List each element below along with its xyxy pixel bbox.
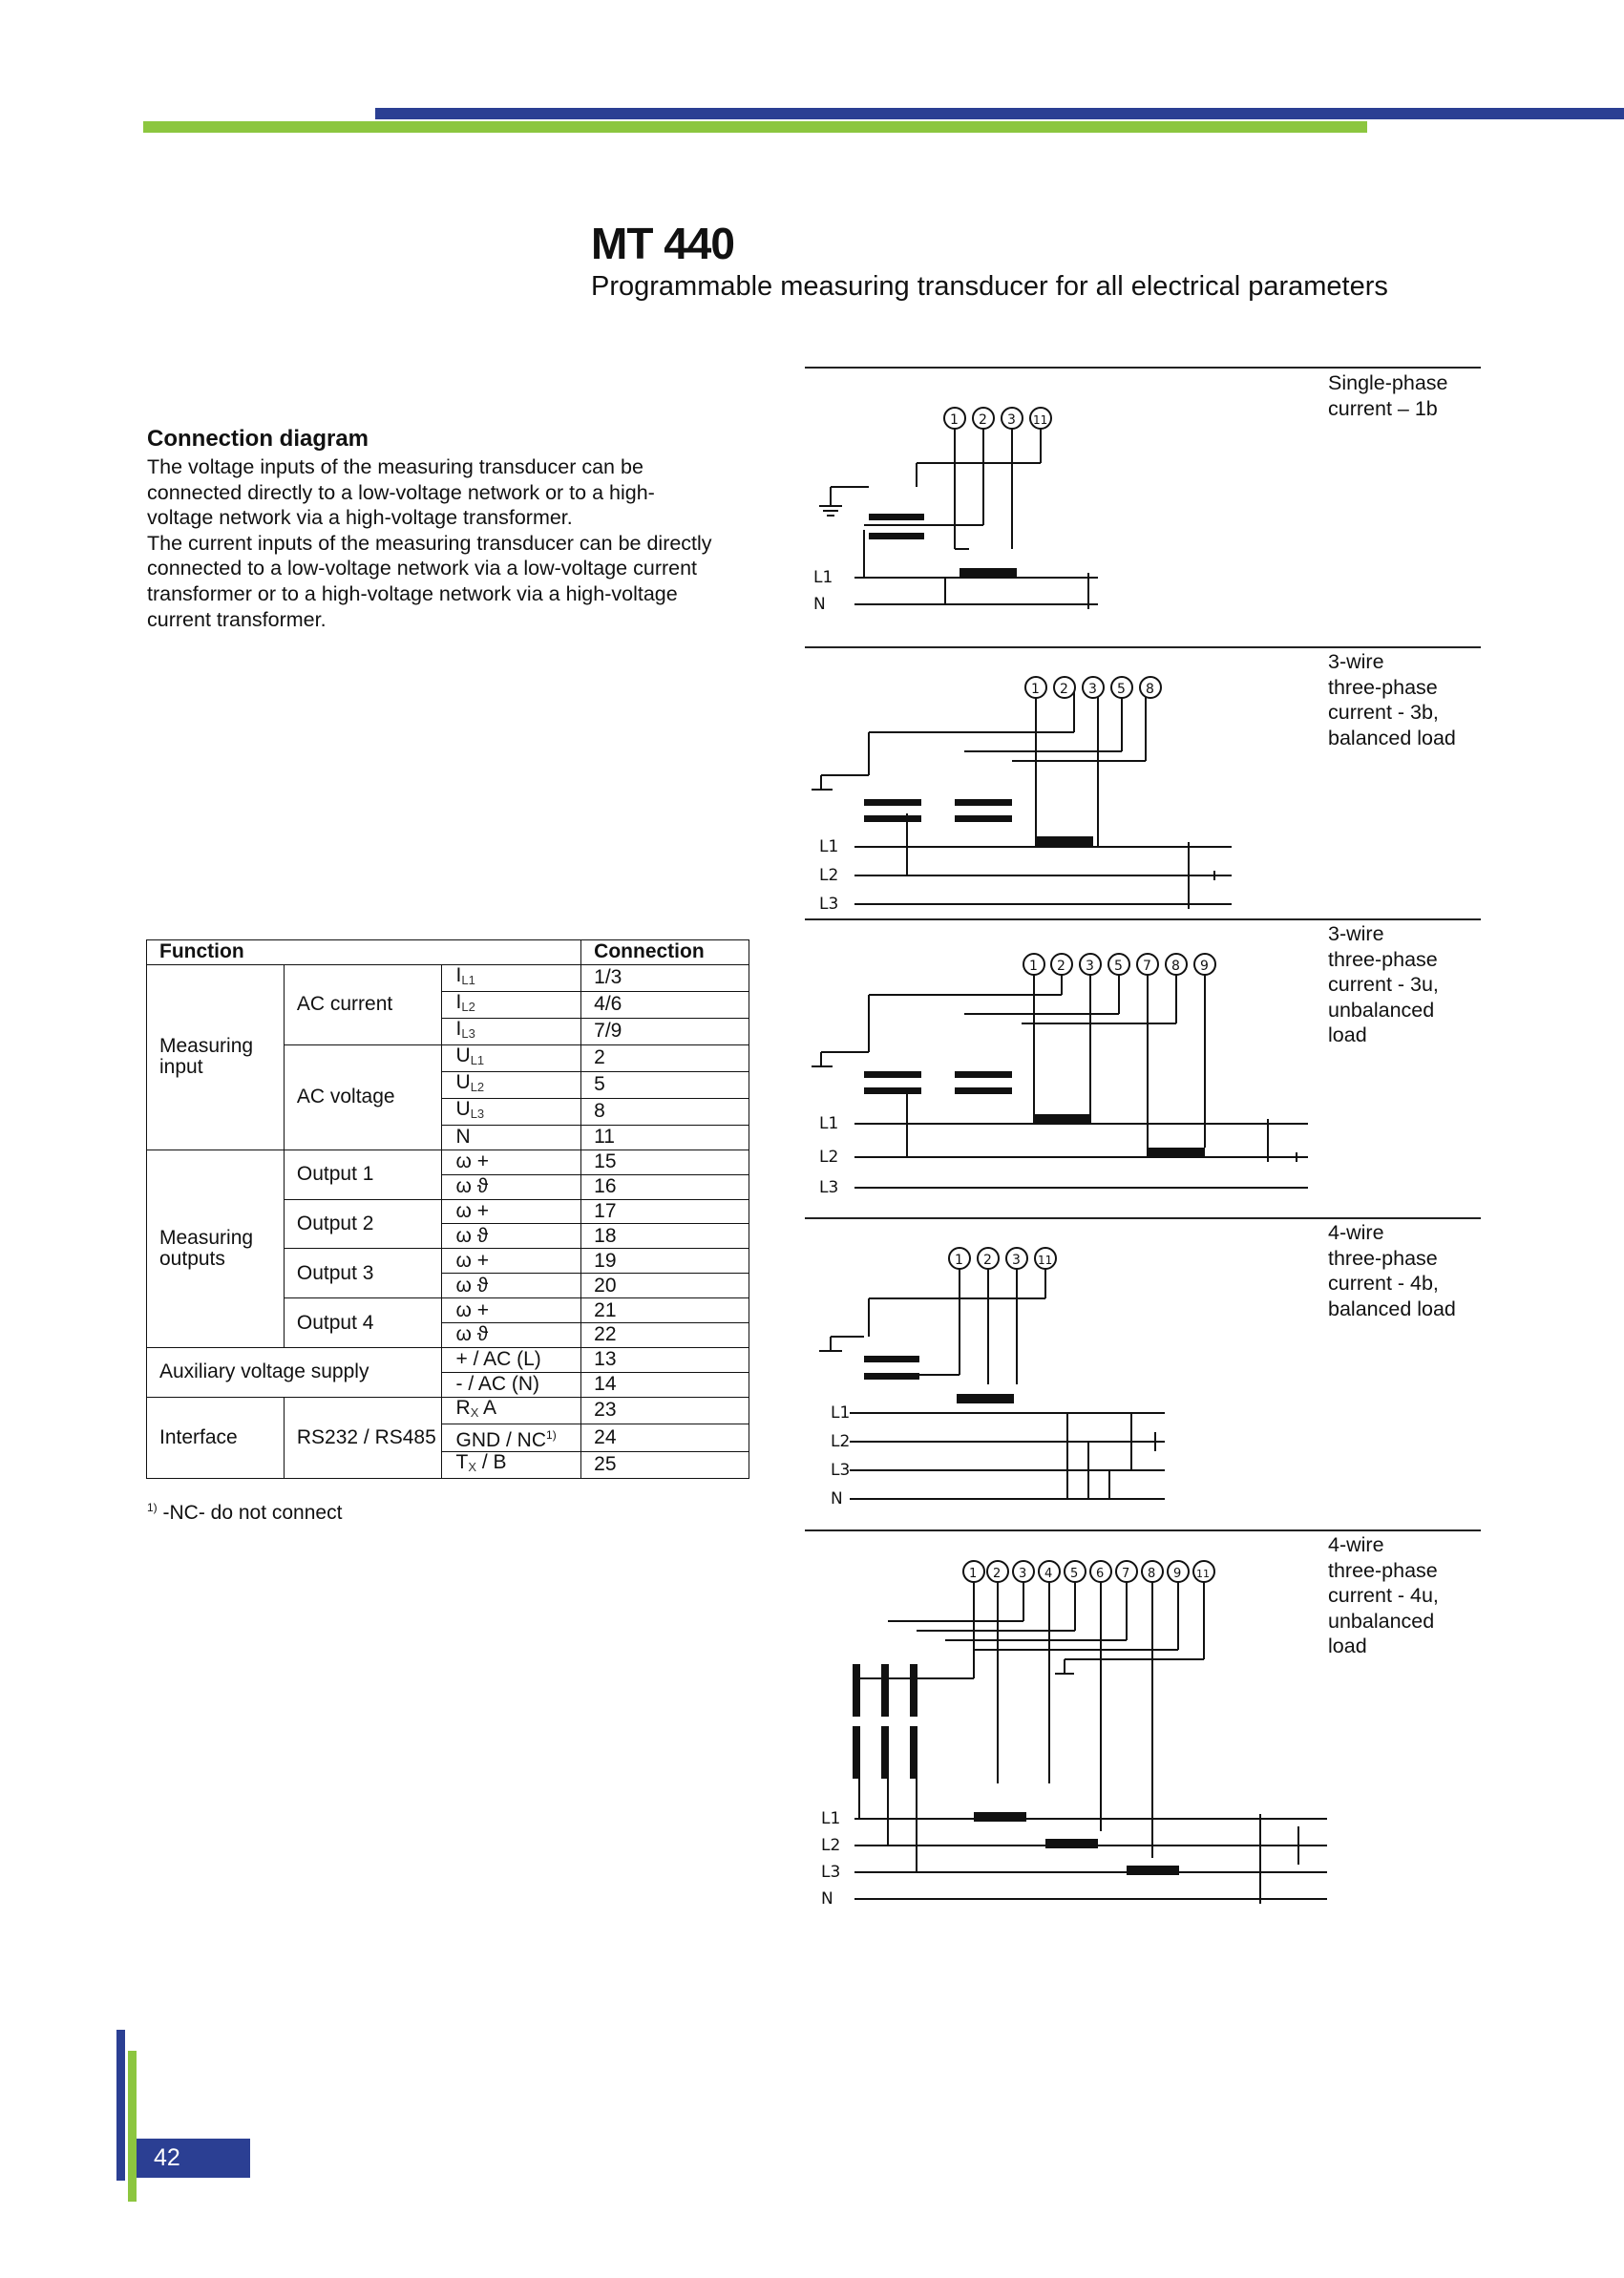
group-cell: Interface — [147, 1397, 285, 1478]
subgroup-cell: Output 3 — [284, 1249, 441, 1298]
connection-cell: 11 — [581, 1125, 749, 1150]
diagram-1b — [812, 382, 1127, 621]
subgroup-cell: Output 4 — [284, 1298, 441, 1348]
svg-text:1: 1 — [969, 1567, 978, 1581]
svg-text:2: 2 — [979, 412, 987, 428]
svg-text:1: 1 — [1029, 959, 1038, 974]
svg-text:8: 8 — [1148, 1567, 1156, 1581]
table-header-row — [147, 940, 749, 965]
svg-text:L3: L3 — [819, 1178, 839, 1197]
svg-text:N: N — [821, 1889, 833, 1909]
svg-text:2: 2 — [993, 1567, 1002, 1581]
table-footnote: $^{1)}$ -NC- do not connect — [147, 1501, 343, 1524]
table-row — [147, 1150, 749, 1174]
diagram-separator — [805, 367, 1481, 369]
column-header: Function — [147, 940, 581, 965]
page-number: 42 — [137, 2139, 250, 2178]
diagram-separator — [805, 646, 1481, 648]
connection-cell: 2 — [581, 1044, 749, 1071]
connection-cell: 14 — [581, 1372, 749, 1397]
svg-text:1: 1 — [1031, 682, 1040, 697]
svg-text:3: 3 — [1007, 412, 1016, 428]
connection-cell: 23 — [581, 1397, 749, 1424]
signal-cell: N — [441, 1125, 581, 1150]
svg-text:L3: L3 — [819, 895, 839, 914]
svg-text:L3: L3 — [821, 1863, 841, 1882]
svg-text:3: 3 — [1088, 682, 1097, 697]
connection-cell: 17 — [581, 1199, 749, 1224]
signal-cell: ω + — [441, 1199, 581, 1224]
svg-text:N: N — [831, 1489, 843, 1508]
signal-cell: ω + — [441, 1298, 581, 1323]
svg-text:5: 5 — [1117, 682, 1126, 697]
diagram-separator — [805, 1217, 1481, 1219]
svg-text:1: 1 — [955, 1253, 963, 1268]
connection-cell: 13 — [581, 1347, 749, 1372]
svg-text:5: 5 — [1070, 1567, 1079, 1581]
signal-cell: $I_{L3}$ — [441, 1018, 581, 1044]
diagram-label: 3-wire three-phase current - 3u, unbalanced load — [1328, 922, 1439, 1046]
footer-blue-bar — [116, 2030, 125, 2181]
table-row — [147, 964, 749, 991]
diagram-separator — [805, 1529, 1481, 1531]
svg-text:11: 11 — [1033, 413, 1048, 427]
diagram-3b — [812, 661, 1241, 918]
connection-cell: 18 — [581, 1224, 749, 1249]
svg-text:7: 7 — [1143, 959, 1151, 974]
subgroup-cell: AC current — [284, 964, 441, 1044]
group-cell: Measuring outputs — [147, 1150, 285, 1347]
svg-text:2: 2 — [1057, 959, 1065, 974]
svg-text:2: 2 — [1060, 682, 1068, 697]
header-green-bar — [143, 121, 1367, 133]
connection-cell: 16 — [581, 1174, 749, 1199]
svg-text:L1: L1 — [831, 1403, 851, 1423]
group-cell: Auxiliary voltage supply — [147, 1347, 442, 1397]
product-title: MT 440 — [591, 219, 734, 268]
signal-cell: + / AC (L) — [441, 1347, 581, 1372]
diagram-separator — [805, 918, 1481, 920]
section-body — [147, 454, 720, 632]
svg-text:L1: L1 — [819, 1114, 839, 1133]
group-cell: Measuring input — [147, 964, 285, 1150]
subgroup-cell: RS232 / RS485 — [284, 1397, 441, 1478]
diagram-label: 4-wire three-phase current - 4b, balanced load — [1328, 1221, 1456, 1320]
diagram-3u — [812, 938, 1308, 1214]
connection-cell: 19 — [581, 1249, 749, 1274]
signal-cell: ω + — [441, 1150, 581, 1174]
signal-cell: GND / NC$^{1)}$ — [441, 1424, 581, 1451]
svg-text:2: 2 — [983, 1253, 992, 1268]
signal-cell: - / AC (N) — [441, 1372, 581, 1397]
subgroup-cell: AC voltage — [284, 1044, 441, 1150]
svg-text:L2: L2 — [821, 1836, 841, 1855]
signal-cell: $T_X$ / B — [441, 1451, 581, 1478]
signal-cell: ω ϑ — [441, 1174, 581, 1199]
svg-text:4: 4 — [1044, 1567, 1053, 1581]
svg-text:L2: L2 — [831, 1432, 851, 1451]
svg-text:9: 9 — [1200, 959, 1209, 974]
svg-text:7: 7 — [1122, 1567, 1130, 1581]
connection-cell: 21 — [581, 1298, 749, 1323]
section-paragraph: The voltage inputs of the measuring transducer can be connected directly to a low-voltage network or to a high-voltage network via a high-voltage transformer. — [147, 455, 655, 530]
connection-cell: 24 — [581, 1424, 749, 1451]
svg-text:3: 3 — [1086, 959, 1094, 974]
column-header: Connection — [581, 940, 749, 965]
diagram-4u — [812, 1545, 1327, 1917]
svg-text:9: 9 — [1173, 1567, 1182, 1581]
connection-cell: 25 — [581, 1451, 749, 1478]
svg-text:1: 1 — [950, 412, 959, 428]
signal-cell: $U_{L1}$ — [441, 1044, 581, 1071]
connection-cell: 1/3 — [581, 964, 749, 991]
svg-text:L2: L2 — [819, 1148, 839, 1167]
svg-text:11: 11 — [1038, 1254, 1053, 1267]
connection-cell: 22 — [581, 1323, 749, 1348]
connection-cell: 8 — [581, 1098, 749, 1125]
svg-text:8: 8 — [1171, 959, 1180, 974]
connection-cell: 15 — [581, 1150, 749, 1174]
svg-text:L1: L1 — [813, 568, 833, 587]
svg-text:5: 5 — [1114, 959, 1123, 974]
section-heading: Connection diagram — [147, 426, 369, 452]
signal-cell: ω ϑ — [441, 1274, 581, 1298]
diagram-label: Single-phase current – 1b — [1328, 371, 1448, 420]
subgroup-cell: Output 2 — [284, 1199, 441, 1249]
diagram-label: 4-wire three-phase current - 4u, unbalanced load — [1328, 1533, 1439, 1657]
svg-text:L2: L2 — [819, 866, 839, 885]
svg-text:3: 3 — [1019, 1567, 1027, 1581]
svg-text:11: 11 — [1196, 1568, 1210, 1580]
svg-text:8: 8 — [1146, 682, 1154, 697]
table-row — [147, 1347, 749, 1372]
product-subtitle: Programmable measuring transducer for all electrical parameters — [591, 271, 1388, 302]
table-row — [147, 1397, 749, 1424]
svg-text:3: 3 — [1012, 1253, 1021, 1268]
signal-cell: ω ϑ — [441, 1224, 581, 1249]
svg-text:6: 6 — [1096, 1567, 1105, 1581]
section-paragraph: The current inputs of the measuring transducer can be directly connected to a low-voltage network via a low-voltage current transformer or to a high-voltage network via a high-voltage current transformer. — [147, 531, 712, 631]
svg-text:N: N — [813, 595, 826, 614]
connection-cell: 7/9 — [581, 1018, 749, 1044]
footer-green-bar — [128, 2051, 137, 2202]
svg-text:L3: L3 — [831, 1461, 851, 1480]
connection-table — [146, 939, 749, 1479]
diagram-label: 3-wire three-phase current - 3b, balanced load — [1328, 650, 1456, 749]
connection-cell: 5 — [581, 1071, 749, 1098]
subgroup-cell: Output 1 — [284, 1150, 441, 1199]
signal-cell: $U_{L3}$ — [441, 1098, 581, 1125]
connection-cell: 20 — [581, 1274, 749, 1298]
signal-cell: $I_{L2}$ — [441, 991, 581, 1018]
signal-cell: $R_X$ A — [441, 1397, 581, 1424]
svg-text:L1: L1 — [819, 837, 839, 856]
signal-cell: $U_{L2}$ — [441, 1071, 581, 1098]
signal-cell: ω ϑ — [441, 1323, 581, 1348]
signal-cell: ω + — [441, 1249, 581, 1274]
svg-text:L1: L1 — [821, 1809, 841, 1828]
header-blue-bar — [375, 108, 1624, 119]
diagram-4b — [812, 1232, 1193, 1518]
signal-cell: $I_{L1}$ — [441, 964, 581, 991]
connection-cell: 4/6 — [581, 991, 749, 1018]
